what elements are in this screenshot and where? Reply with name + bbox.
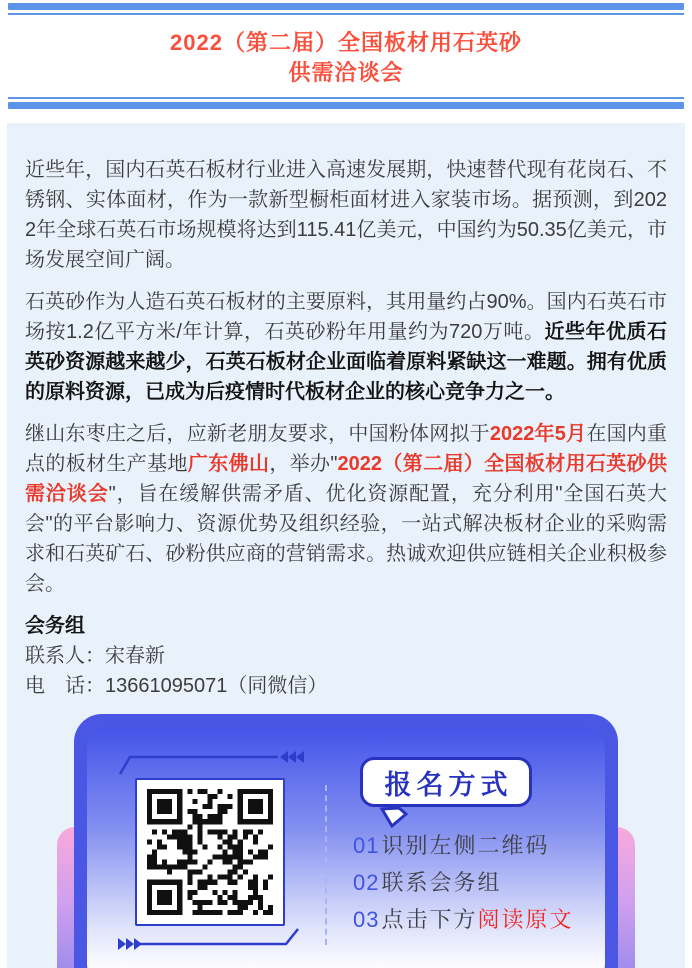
step-2-text: 联系会务组 [381,870,502,895]
step-1-number: 01 [353,833,380,858]
p3-segment-4: "，旨在缓解供需矛盾、优化资源配置，充分利用"全国石英大会"的平台影响力、资源优势及组织经验，一站式解决板材企业的采购需求和石英矿石、砂粉供应商的营销需求。热诚欢迎供应链相关企业积极参会。 [25,483,668,595]
signup-method-label: 报名方式 [384,769,513,800]
triple-arrow-left-icon [280,751,304,763]
contact-group-label: 会务组 [25,615,85,637]
contact-block [25,611,667,701]
paragraph-1-text: 近些年，国内石英石板材行业进入高速发展期，快速替代现有花岗石、不锈钢、实体面材，作为一款新型橱柜面材进入家装市场。据预测，到2022年全球石英石市场规模将达到115.41亿美元，中国约为50.35亿美元，市场发展空间广阔。 [25,159,667,271]
step-2 [353,864,574,901]
paragraph-1 [25,155,667,275]
bottom-rule-thick [8,102,684,109]
paragraph-2-normal: 石英砂作为人造石英石板材的主要原料，其用量约占90%。国内石英石市场按1.2亿平方米/年计算，石英砂粉年用量约为720万吨。 [25,291,667,343]
step-3-text: 点击下方 [381,907,478,932]
signup-method-bubble [360,757,532,807]
title-line-1: 2022（第二届）全国板材用石英砂 [170,30,522,55]
p3-segment-3: ，举办" [269,453,338,475]
title-line-2: 供需洽谈会 [288,60,404,85]
p3-highlight-date: 2022年5月 [489,423,587,445]
p3-segment-1: 继山东枣庄之后，应新老朋友要求，中国粉体网拟于 [25,423,490,445]
step-3 [353,901,574,938]
contact-phone: 电 话：13661095071（同微信） [25,675,328,697]
step-2-number: 02 [353,870,380,895]
p3-highlight-city: 广东佛山 [187,453,270,475]
bottom-rule-thin [8,97,684,99]
read-original-link[interactable]: 阅读原文 [477,907,574,932]
step-3-number: 03 [353,907,380,932]
registration-card [74,714,618,968]
signup-steps [353,827,574,938]
p3-segment-2: 在国内重点的板材生产基地 [25,423,667,475]
dashed-divider [325,785,327,945]
article-panel [7,123,685,968]
registration-card-border [74,714,618,968]
contact-person: 联系人：宋春新 [25,645,165,667]
triple-arrow-right-icon [118,938,142,950]
top-rule-thick [8,3,684,10]
step-1-text: 识别左侧二维码 [381,833,550,858]
step-1 [353,827,574,864]
p3-highlight-event: 2022（第二届）全国板材用石英砂供需洽谈会 [25,453,668,505]
page-title [0,15,692,97]
paragraph-2 [25,287,667,407]
registration-card-body [87,727,605,968]
paragraph-3 [25,419,667,599]
qr-code[interactable] [135,778,285,926]
paragraph-2-bold: 近些年优质石英砂资源越来越少，石英石板材企业面临着原料紧缺这一难题。拥有优质的原料资源，已成为后疫情时代板材企业的核心竞争力之一。 [25,321,667,403]
